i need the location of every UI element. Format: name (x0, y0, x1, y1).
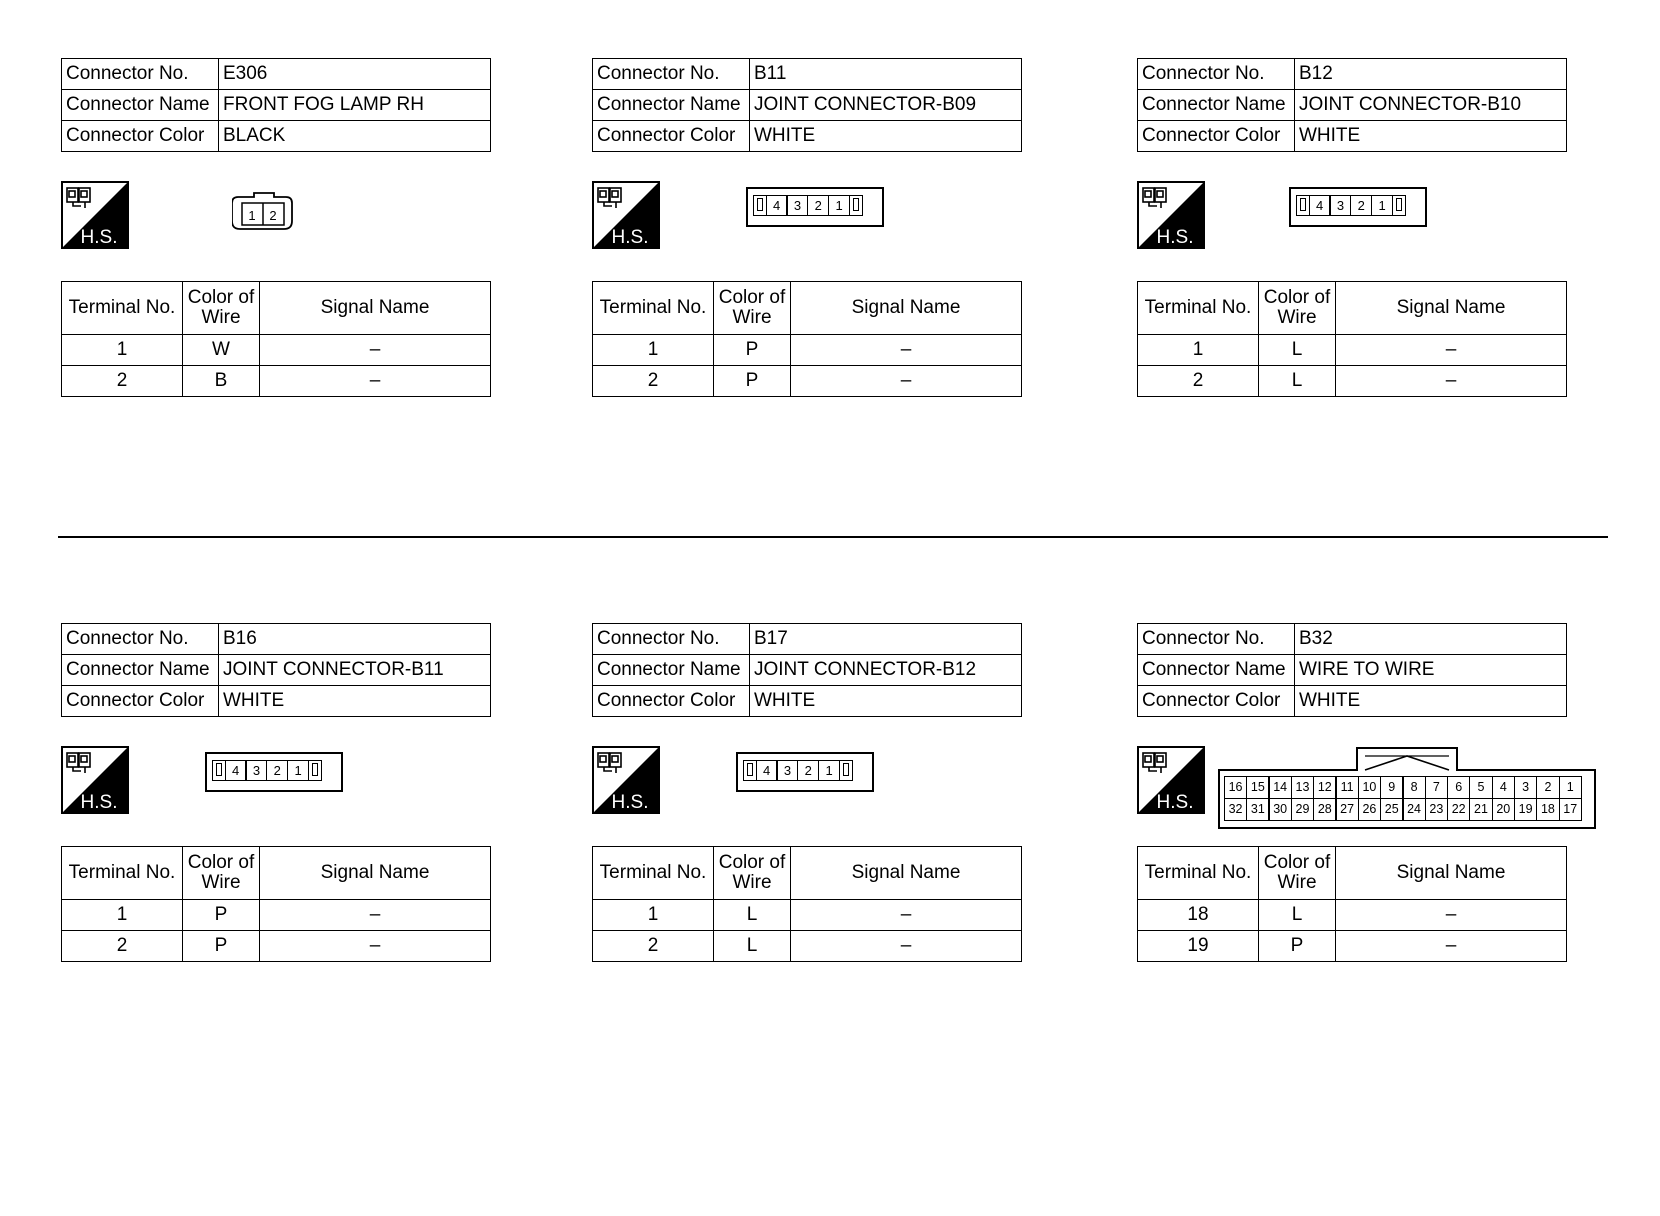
connector-name-label: Connector Name (62, 90, 219, 121)
table-row (593, 686, 1022, 717)
color-of-wire-line2: Wire (732, 307, 772, 328)
wire-color: P (183, 931, 260, 962)
terminal-number: 2 (62, 366, 183, 397)
table-row (1138, 90, 1567, 121)
signal-name-header: Signal Name (260, 282, 491, 335)
color-of-wire-line2: Wire (1277, 872, 1317, 893)
lock-tab-icon (849, 195, 863, 216)
signal-name: – (791, 931, 1022, 962)
connector-no-value: E306 (219, 59, 491, 90)
terminal-number: 1 (593, 335, 714, 366)
table-header-row (1138, 847, 1567, 900)
table-row (1138, 624, 1567, 655)
connector-no-label: Connector No. (62, 59, 219, 90)
table-row (62, 335, 491, 366)
pin-cell: 2 (797, 760, 819, 781)
table-row (593, 655, 1022, 686)
pin-cell: 2 (1536, 776, 1560, 799)
table-row (62, 59, 491, 90)
color-of-wire-line1: Color of (1263, 287, 1331, 308)
connector-color-value: BLACK (219, 121, 491, 152)
table-row (62, 121, 491, 152)
terminal-table (1137, 281, 1567, 397)
wire-color: B (183, 366, 260, 397)
table-row (62, 90, 491, 121)
connector-no-label: Connector No. (593, 59, 750, 90)
harness-side-icon (1137, 746, 1205, 814)
pin-cell: 7 (1425, 776, 1449, 799)
harness-side-icon (592, 181, 660, 249)
lock-tab-icon (1392, 195, 1406, 216)
terminal-number: 1 (62, 335, 183, 366)
connector-color-label: Connector Color (593, 686, 750, 717)
pin-cell: 13 (1291, 776, 1315, 799)
connector-name-label: Connector Name (593, 90, 750, 121)
terminal-no-header: Terminal No. (62, 282, 183, 335)
pin-cell: 29 (1291, 798, 1315, 821)
signal-name-header: Signal Name (260, 847, 491, 900)
pin-cell: 4 (1492, 776, 1516, 799)
pin-cell: 1 (287, 760, 309, 781)
signal-name: – (1336, 900, 1567, 931)
connector-info-table (592, 58, 1022, 152)
connector-info-table (592, 623, 1022, 717)
wire-color: P (1259, 931, 1336, 962)
table-header-row (1138, 282, 1567, 335)
pin-cell: 1 (1371, 195, 1393, 216)
hs-badge-label: H.S. (611, 227, 649, 248)
harness-side-icon (61, 746, 129, 814)
table-row (593, 931, 1022, 962)
table-row (1138, 59, 1567, 90)
signal-name: – (260, 900, 491, 931)
pin-cell: 16 (1224, 776, 1248, 799)
wire-color: P (714, 366, 791, 397)
color-of-wire-line1: Color of (718, 852, 786, 873)
signal-name-header: Signal Name (1336, 282, 1567, 335)
signal-name: – (1336, 931, 1567, 962)
signal-name: – (791, 335, 1022, 366)
terminal-table (592, 846, 1022, 962)
table-row (593, 366, 1022, 397)
terminal-no-header: Terminal No. (593, 847, 714, 900)
connector-color-label: Connector Color (62, 686, 219, 717)
pin-cell: 2 (807, 195, 829, 216)
signal-name: – (260, 335, 491, 366)
color-of-wire-header (183, 847, 260, 900)
pin-cell: 30 (1268, 798, 1292, 821)
terminal-number: 2 (593, 931, 714, 962)
table-header-row (593, 282, 1022, 335)
connector-info-table (61, 623, 491, 717)
harness-side-icon (61, 181, 129, 249)
pin-cell: 11 (1335, 776, 1359, 799)
terminal-number: 18 (1138, 900, 1259, 931)
connector-name-label: Connector Name (1138, 655, 1295, 686)
hs-badge-label: H.S. (1156, 792, 1194, 813)
color-of-wire-line2: Wire (1277, 307, 1317, 328)
connector-name-label: Connector Name (62, 655, 219, 686)
signal-name: – (260, 931, 491, 962)
signal-name: – (791, 900, 1022, 931)
pin-cell: 5 (1469, 776, 1493, 799)
pin-label: 1 (248, 208, 256, 223)
wire-color: W (183, 335, 260, 366)
terminal-table (61, 281, 491, 397)
connector-name-value: WIRE TO WIRE (1295, 655, 1567, 686)
pin-cell: 1 (828, 195, 850, 216)
pin-cell: 18 (1536, 798, 1560, 821)
signal-name: – (1336, 366, 1567, 397)
hs-badge-label: H.S. (1156, 227, 1194, 248)
pin-cell: 14 (1268, 776, 1292, 799)
connector-name-value: JOINT CONNECTOR-B11 (219, 655, 491, 686)
connector-no-value: B17 (750, 624, 1022, 655)
connector-no-label: Connector No. (62, 624, 219, 655)
connector-name-label: Connector Name (593, 655, 750, 686)
color-of-wire-line1: Color of (187, 852, 255, 873)
signal-name: – (1336, 335, 1567, 366)
pin-cell: 12 (1313, 776, 1337, 799)
table-row (593, 900, 1022, 931)
terminal-number: 2 (1138, 366, 1259, 397)
table-header-row (593, 847, 1022, 900)
connector-color-label: Connector Color (1138, 121, 1295, 152)
connector-face-diagram (232, 189, 296, 235)
color-of-wire-line1: Color of (187, 287, 255, 308)
pin-cell: 27 (1335, 798, 1359, 821)
table-header-row (62, 282, 491, 335)
pin-cell: 6 (1447, 776, 1471, 799)
pin-cell: 28 (1313, 798, 1337, 821)
color-of-wire-line1: Color of (1263, 852, 1331, 873)
connector-face-diagram (736, 752, 874, 792)
connector-no-label: Connector No. (1138, 59, 1295, 90)
connector-color-label: Connector Color (1138, 686, 1295, 717)
signal-name: – (791, 366, 1022, 397)
terminal-number: 2 (62, 931, 183, 962)
connector-info-table (1137, 58, 1567, 152)
pin-cell: 25 (1380, 798, 1404, 821)
pin-cell: 31 (1246, 798, 1270, 821)
pin-cell: 15 (1246, 776, 1270, 799)
color-of-wire-header (714, 847, 791, 900)
pin-cell: 4 (1309, 195, 1331, 216)
signal-name: – (260, 366, 491, 397)
connector-no-label: Connector No. (593, 624, 750, 655)
pin-cell: 3 (245, 760, 267, 781)
connector-face-diagram (746, 187, 884, 227)
wire-color: P (183, 900, 260, 931)
hs-badge-label: H.S. (80, 227, 118, 248)
pin-cell: 1 (1559, 776, 1583, 799)
connector-no-value: B12 (1295, 59, 1567, 90)
color-of-wire-header (1259, 282, 1336, 335)
terminal-number: 1 (1138, 335, 1259, 366)
terminal-no-header: Terminal No. (1138, 282, 1259, 335)
pin-cell: 9 (1380, 776, 1404, 799)
connector-name-label: Connector Name (1138, 90, 1295, 121)
color-of-wire-header (183, 282, 260, 335)
wire-color: L (1259, 335, 1336, 366)
connector-name-value: JOINT CONNECTOR-B09 (750, 90, 1022, 121)
connector-color-value: WHITE (1295, 686, 1567, 717)
table-row (593, 121, 1022, 152)
pin-cell: 22 (1447, 798, 1471, 821)
harness-side-icon (1137, 181, 1205, 249)
connector-info-table (61, 58, 491, 152)
terminal-no-header: Terminal No. (593, 282, 714, 335)
connector-no-value: B32 (1295, 624, 1567, 655)
section-divider (58, 536, 1608, 538)
pin-cell: 20 (1492, 798, 1516, 821)
color-of-wire-line2: Wire (201, 872, 241, 893)
color-of-wire-header (1259, 847, 1336, 900)
table-row (1138, 900, 1567, 931)
color-of-wire-line1: Color of (718, 287, 786, 308)
pin-cell: 3 (786, 195, 808, 216)
connector-no-value: B16 (219, 624, 491, 655)
connector-color-value: WHITE (219, 686, 491, 717)
hs-badge-label: H.S. (611, 792, 649, 813)
table-row (62, 655, 491, 686)
color-of-wire-line2: Wire (201, 307, 241, 328)
pin-cell: 19 (1514, 798, 1538, 821)
table-row (1138, 366, 1567, 397)
pin-cell: 24 (1402, 798, 1426, 821)
table-row (62, 366, 491, 397)
pin-cell: 1 (818, 760, 840, 781)
wire-color: L (714, 931, 791, 962)
pin-cell: 3 (1514, 776, 1538, 799)
table-row (1138, 121, 1567, 152)
terminal-table (1137, 846, 1567, 962)
connector-name-value: JOINT CONNECTOR-B12 (750, 655, 1022, 686)
pin-cell: 23 (1425, 798, 1449, 821)
connector-name-value: JOINT CONNECTOR-B10 (1295, 90, 1567, 121)
pin-label: 2 (269, 208, 277, 223)
table-row (593, 624, 1022, 655)
color-of-wire-header (714, 282, 791, 335)
pin-cell: 3 (1329, 195, 1351, 216)
table-row (62, 900, 491, 931)
wire-color: P (714, 335, 791, 366)
table-row (1138, 686, 1567, 717)
signal-name-header: Signal Name (791, 847, 1022, 900)
connector-no-value: B11 (750, 59, 1022, 90)
table-row (593, 90, 1022, 121)
terminal-number: 19 (1138, 931, 1259, 962)
pin-cell: 32 (1224, 798, 1248, 821)
connector-no-label: Connector No. (1138, 624, 1295, 655)
wire-color: L (714, 900, 791, 931)
table-row (62, 931, 491, 962)
pin-cell: 4 (766, 195, 788, 216)
connector-info-table (1137, 623, 1567, 717)
table-row (593, 335, 1022, 366)
pin-cell: 2 (1350, 195, 1372, 216)
pin-cell: 26 (1358, 798, 1382, 821)
table-row (62, 686, 491, 717)
terminal-no-header: Terminal No. (1138, 847, 1259, 900)
pin-cell: 3 (776, 760, 798, 781)
color-of-wire-line2: Wire (732, 872, 772, 893)
table-row (1138, 931, 1567, 962)
table-row (1138, 655, 1567, 686)
pin-cell: 4 (756, 760, 778, 781)
connector-face-diagram (205, 752, 343, 792)
pin-cell: 10 (1358, 776, 1382, 799)
connector-color-label: Connector Color (62, 121, 219, 152)
connector-name-value: FRONT FOG LAMP RH (219, 90, 491, 121)
table-row (1138, 335, 1567, 366)
connector-color-value: WHITE (750, 121, 1022, 152)
pin-cell: 4 (225, 760, 247, 781)
table-header-row (62, 847, 491, 900)
pin-cell: 2 (266, 760, 288, 781)
pin-cell: 21 (1469, 798, 1493, 821)
harness-side-icon (592, 746, 660, 814)
connector-color-value: WHITE (750, 686, 1022, 717)
signal-name-header: Signal Name (791, 282, 1022, 335)
lock-tab-icon (839, 760, 853, 781)
table-row (593, 59, 1022, 90)
terminal-number: 2 (593, 366, 714, 397)
terminal-no-header: Terminal No. (62, 847, 183, 900)
terminal-number: 1 (593, 900, 714, 931)
wire-color: L (1259, 900, 1336, 931)
table-row (62, 624, 491, 655)
signal-name-header: Signal Name (1336, 847, 1567, 900)
connector-color-value: WHITE (1295, 121, 1567, 152)
hs-badge-label: H.S. (80, 792, 118, 813)
wire-color: L (1259, 366, 1336, 397)
terminal-number: 1 (62, 900, 183, 931)
lock-tab-icon (308, 760, 322, 781)
terminal-table (61, 846, 491, 962)
pin-cell: 8 (1402, 776, 1426, 799)
terminal-table (592, 281, 1022, 397)
pin-cell: 17 (1559, 798, 1583, 821)
connector-color-label: Connector Color (593, 121, 750, 152)
connector-face-diagram (1289, 187, 1427, 227)
